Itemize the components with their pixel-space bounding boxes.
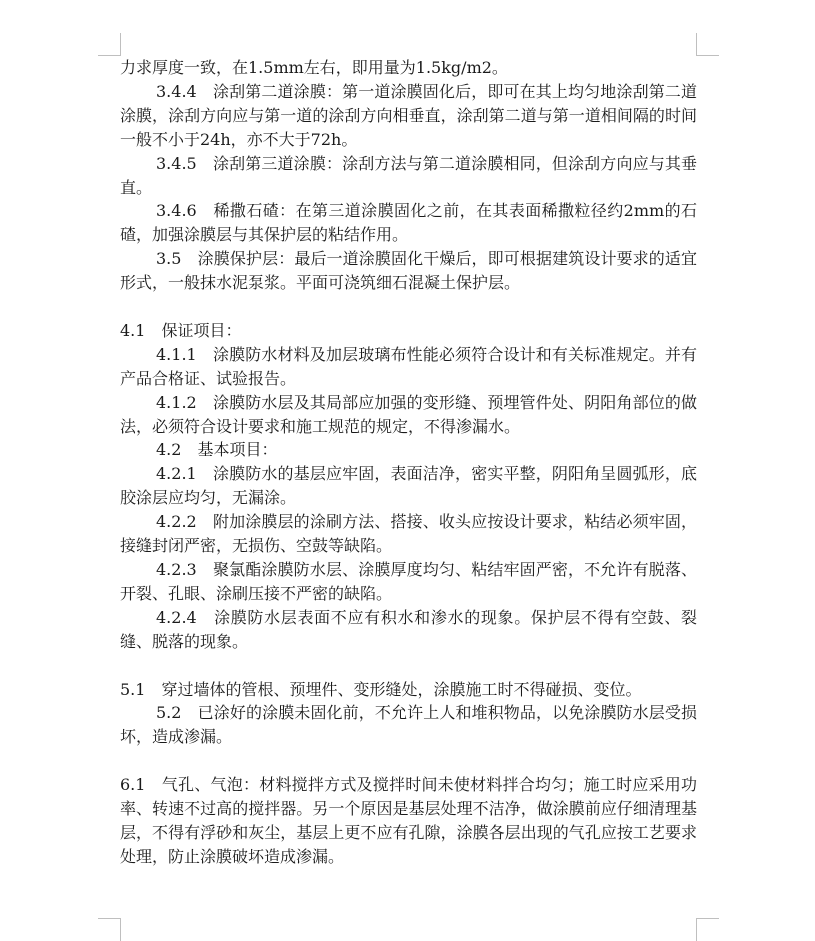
paragraph: 3.4.4 涂刮第二道涂膜：第一道涂膜固化后，即可在其上均匀地涂刮第二道涂膜，涂刮方向应与第一道的涂刮方向相垂直，涂刮第二道与第一道相间隔的时间一般不小于24h，亦不大于72h。 xyxy=(120,81,697,149)
paragraph: 5.1 穿过墙体的管根、预埋件、变形缝处，涂膜施工时不得碰损、变位。 xyxy=(120,679,642,699)
margin-corner-bottom-left xyxy=(98,918,121,941)
paragraph: 3.4.5 涂刮第三道涂膜：涂刮方法与第二道涂膜相同，但涂刮方向应与其垂直。 xyxy=(120,153,697,197)
blank-line xyxy=(120,295,697,319)
blank-line xyxy=(120,749,697,773)
paragraph: 4.1.2 涂膜防水层及其局部应加强的变形缝、预埋管件处、阴阳角部位的做法，必须符合设计要求和施工规范的规定，不得渗漏水。 xyxy=(120,392,697,436)
paragraph: 3.5 涂膜保护层：最后一道涂膜固化干燥后，即可根据建筑设计要求的适宜形式，一般抹水泥泵浆。平面可浇筑细石混凝土保护层。 xyxy=(120,249,697,293)
paragraph: 4.2.3 聚氯酯涂膜防水层、涂膜厚度均匀、粘结牢固严密，不允许有脱落、开裂、孔眼、涂刷压接不严密的缺陷。 xyxy=(120,560,697,603)
paragraph: 6.1 气孔、气泡：材料搅拌方式及搅拌时间未使材料拌合均匀；施工时应采用功率、转速不过高的搅拌器。另一个原因是基层处理不洁净，做涂膜前应仔细清理基层，不得有浮砂和灰尘，基层上更不应有孔隙，涂膜各层出现的气孔应按工艺要求处理，防止涂膜破坏造成渗漏。 xyxy=(120,775,697,866)
margin-corner-bottom-right xyxy=(696,918,719,941)
margin-corner-top-right xyxy=(696,33,719,56)
paragraph: 3.4.6 稀撒石碴：在第三道涂膜固化之前，在其表面稀撒粒径约2mm的石碴，加强涂膜层与其保护层的粘结作用。 xyxy=(120,201,697,245)
blank-line xyxy=(120,654,697,678)
paragraph: 4.2.4 涂膜防水层表面不应有积水和渗水的现象。保护层不得有空鼓、裂缝、脱落的现象。 xyxy=(120,607,697,651)
paragraph: 5.2 已涂好的涂膜未固化前，不允许上人和堆积物品，以免涂膜防水层受损坏，造成渗漏。 xyxy=(120,703,697,747)
document-body[interactable] xyxy=(120,56,697,869)
paragraph: 4.2 基本项目： xyxy=(156,440,278,460)
paragraph: 4.2.1 涂膜防水的基层应牢固，表面洁净，密实平整，阴阳角呈圆弧形，底胶涂层应均匀，无漏涂。 xyxy=(120,464,697,508)
paragraph: 4.1 保证项目： xyxy=(120,320,242,340)
margin-corner-top-left xyxy=(98,33,121,56)
paragraph: 4.2.2 附加涂膜层的涂刷方法、搭接、收头应按设计要求，粘结必须牢固，接缝封闭严密，无损伤、空鼓等缺陷。 xyxy=(120,512,697,556)
paragraph: 力求厚度一致，在1.5mm左右，即用量为1.5kg/m2。 xyxy=(120,58,508,77)
paragraph: 4.1.1 涂膜防水材料及加层玻璃布性能必须符合设计和有关标准规定。并有产品合格证、试验报告。 xyxy=(120,344,697,388)
